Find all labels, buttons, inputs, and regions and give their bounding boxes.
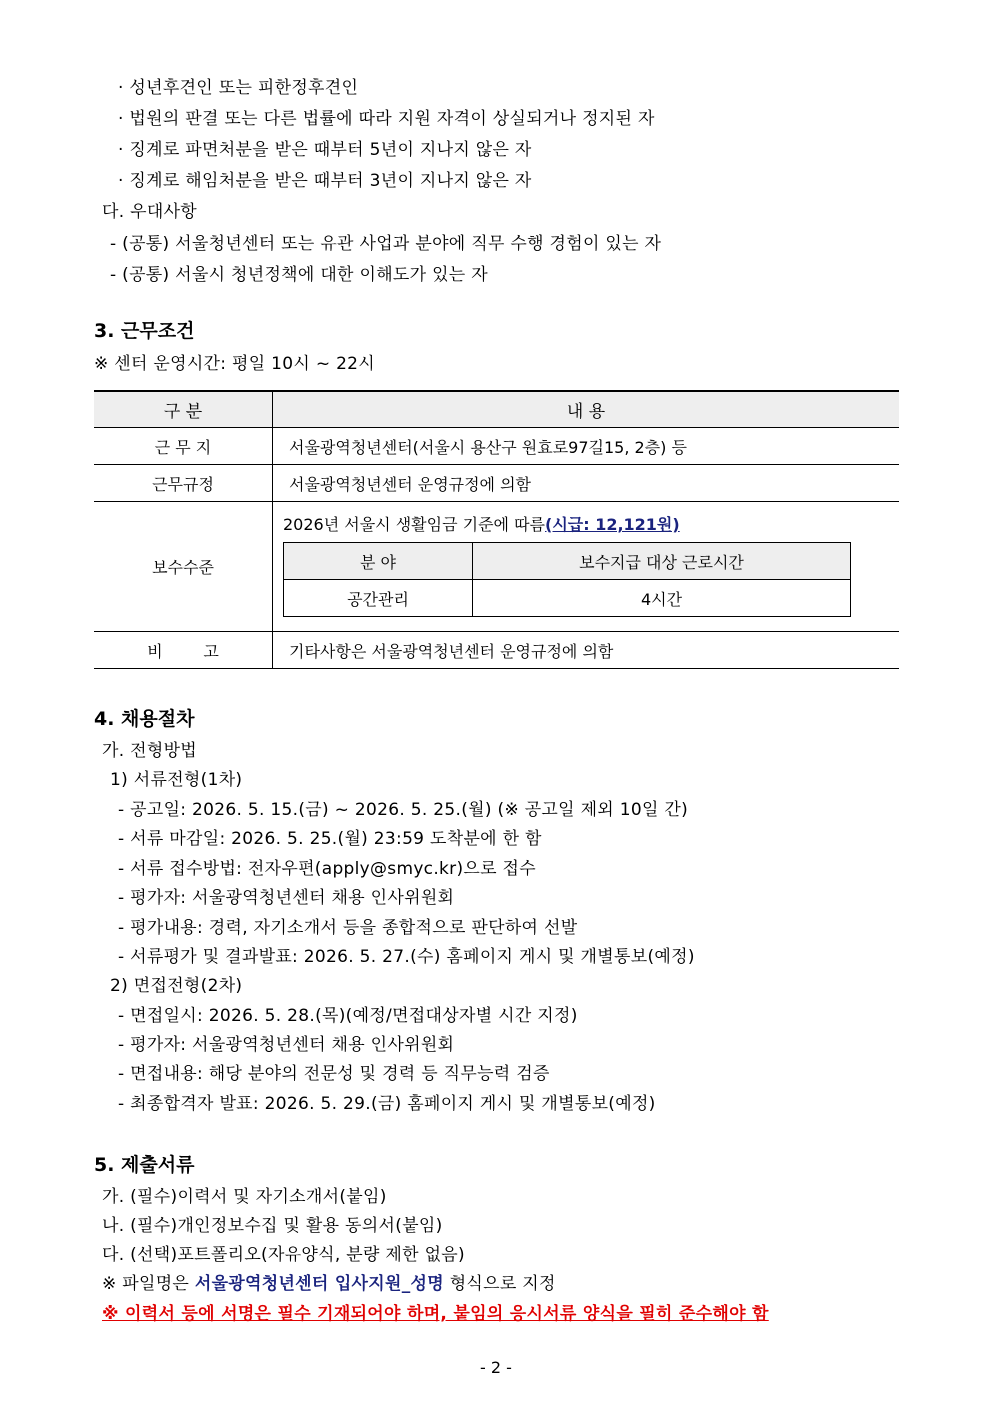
inner-header-hours: 보수지급 대상 근로시간 (473, 543, 851, 580)
row-content: 서울광역청년센터(서울시 용산구 원효로97길15, 2층) 등 (273, 428, 900, 465)
table-row (94, 465, 899, 502)
filename-note (102, 1272, 556, 1296)
list-item: - 서류평가 및 결과발표: 2026. 5. 27.(수) 홈페이지 게시 및 개별통보(예정) (118, 947, 695, 967)
table-header-content: 내 용 (273, 391, 900, 428)
list-item: 가. (필수)이력서 및 자기소개서(붙임) (102, 1187, 387, 1207)
list-item: - 면접일시: 2026. 5. 28.(목)(예정/면접대상자별 시간 지정) (118, 1006, 578, 1026)
operating-hours-note: ※ 센터 운영시간: 평일 10시 ~ 22시 (94, 354, 376, 374)
signature-warning: ※ 이력서 등에 서명은 필수 기재되어야 하며, 붙임의 응시서류 양식을 필히 준수해야 함 (102, 1304, 769, 1324)
filename-suffix: 형식으로 지정 (443, 1274, 556, 1294)
list-item: - 공고일: 2026. 5. 15.(금) ~ 2026. 5. 25.(월) (※ 공고일 제외 10일 간) (118, 800, 689, 820)
list-item: - (공통) 서울청년센터 또는 유관 사업과 분야에 직무 수행 경험이 있는 자 (110, 234, 662, 254)
stage1-title: 1) 서류전형(1차) (110, 770, 243, 790)
row-content: 기타사항은 서울광역청년센터 운영규정에 의함 (273, 632, 900, 669)
list-item: - 면접내용: 해당 분야의 전문성 및 경력 등 직무능력 검증 (118, 1064, 550, 1084)
list-item: - 평가내용: 경력, 자기소개서 등을 종합적으로 판단하여 선발 (118, 918, 578, 938)
list-item: - 서류 접수방법: 전자우편(apply@smyc.kr)으로 접수 (118, 859, 536, 879)
row-label: 보수수준 (94, 502, 273, 632)
list-item: · 법원의 판결 또는 다른 법률에 따라 지원 자격이 상실되거나 정지된 자 (118, 109, 655, 129)
list-item: - 최종합격자 발표: 2026. 5. 29.(금) 홈페이지 게시 및 개별통보(예정) (118, 1094, 656, 1114)
list-item: 나. (필수)개인정보수집 및 활용 동의서(붙임) (102, 1216, 443, 1236)
page-number: - 2 - (480, 1358, 512, 1377)
row-label: 비 고 (94, 632, 273, 669)
filename-prefix: ※ 파일명은 (102, 1274, 195, 1294)
pay-note-text: 2026년 서울시 생활임금 기준에 따름 (283, 515, 545, 534)
inner-cell-field: 공간관리 (284, 580, 473, 617)
list-item: · 성년후견인 또는 피한정후견인 (118, 78, 359, 98)
preference-title: 다. 우대사항 (102, 202, 198, 222)
list-item: - 평가자: 서울광역청년센터 채용 인사위원회 (118, 888, 455, 908)
filename-highlight: 서울광역청년센터 입사지원_성명 (194, 1274, 444, 1294)
list-item: - 평가자: 서울광역청년센터 채용 인사위원회 (118, 1035, 455, 1055)
list-item: · 징계로 파면처분을 받은 때부터 5년이 지나지 않은 자 (118, 140, 532, 160)
subtitle: 가. 전형방법 (102, 741, 198, 761)
row-label: 근 무 지 (94, 428, 273, 465)
table-row (94, 632, 899, 669)
row-label: 근무규정 (94, 465, 273, 502)
list-item: 다. (선택)포트폴리오(자유양식, 분량 제한 없음) (102, 1245, 465, 1265)
list-item: · 징계로 해임처분을 받은 때부터 3년이 지나지 않은 자 (118, 171, 532, 191)
hourly-wage-highlight: (시급: 12,121원) (545, 515, 680, 534)
table-row (94, 428, 899, 465)
pay-cell (273, 502, 900, 632)
table-row-pay (94, 502, 899, 632)
work-conditions-table (94, 390, 899, 669)
stage2-title: 2) 면접전형(2차) (110, 976, 243, 996)
pay-inner-table (283, 542, 851, 617)
inner-cell-hours: 4시간 (473, 580, 851, 617)
pay-note (283, 514, 883, 536)
row-content: 서울광역청년센터 운영규정에 의함 (273, 465, 900, 502)
inner-header-field: 분 야 (284, 543, 473, 580)
section-heading-recruitment: 4. 채용절차 (94, 708, 195, 730)
table-header-category: 구 분 (94, 391, 273, 428)
section-heading-work-conditions: 3. 근무조건 (94, 320, 195, 342)
list-item: - 서류 마감일: 2026. 5. 25.(월) 23:59 도착분에 한 함 (118, 829, 542, 849)
section-heading-documents: 5. 제출서류 (94, 1154, 195, 1176)
list-item: - (공통) 서울시 청년정책에 대한 이해도가 있는 자 (110, 265, 488, 285)
